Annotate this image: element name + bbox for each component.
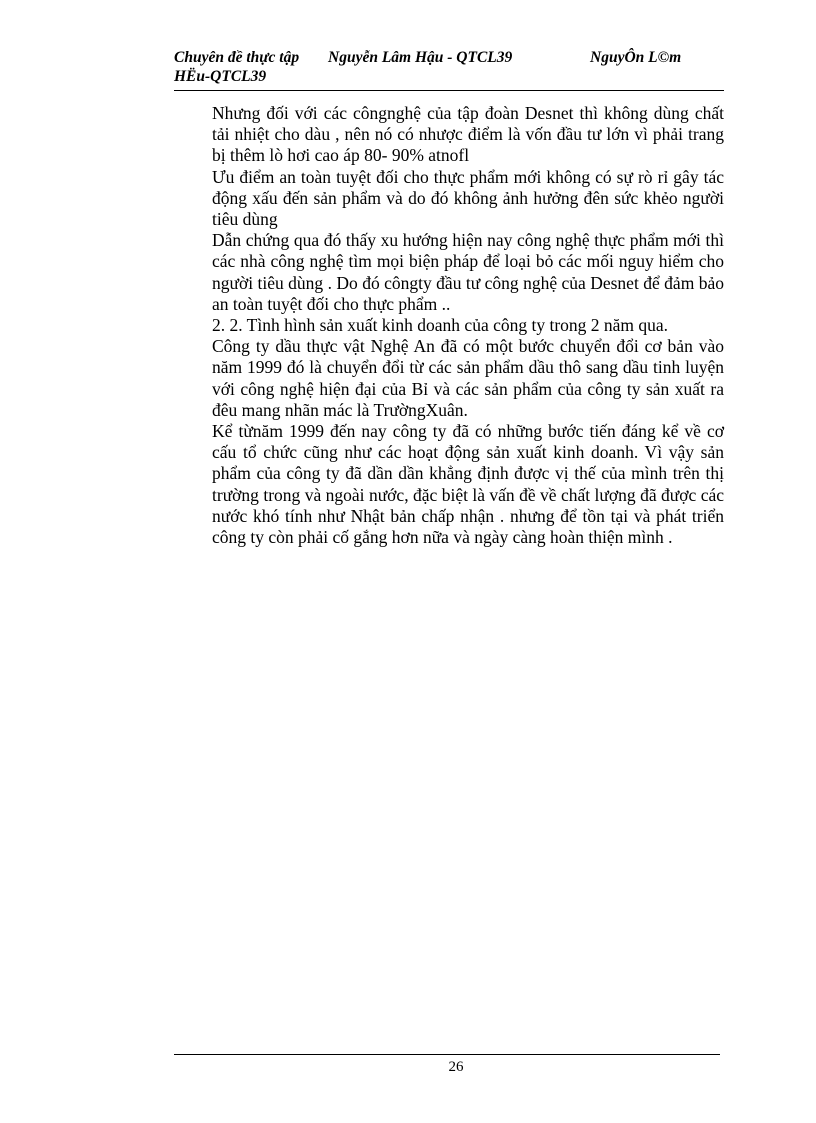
paragraph-desnet-technology: Nhưng đối với các côngnghệ của tập đoàn Desnet thì không dùng chất tải nhiệt cho dàu , nên nó có nhược điểm là vốn đầu tư lớn vì phải trang bị thêm lò hơi cao áp 80- 90% atnofl — [212, 103, 724, 166]
header-divider — [174, 90, 724, 91]
paragraph-evidence: Dẫn chứng qua đó thấy xu hướng hiện nay công nghệ thực phẩm mới thì các nhà công nghệ tìm mọi biện pháp để loại bỏ các mối nguy hiểm cho người tiêu dùng . Do đó côngty đầu tư công nghệ của Desnet để đảm bảo an toàn tuyệt đối cho thực phẩm .. — [212, 230, 724, 314]
header-author-legacy-font: NguyÔn L©m — [590, 49, 682, 66]
header-document-type: Chuyên đề thực tập — [174, 49, 300, 66]
footer-divider — [174, 1054, 720, 1055]
page-number: 26 — [448, 1059, 464, 1075]
page-header — [174, 48, 724, 86]
header-author-legacy-font-continued: HËu-QTCL39 — [174, 68, 267, 85]
section-heading: 2. 2. Tình hình sản xuất kinh doanh của công ty trong 2 năm qua. — [212, 315, 669, 336]
paragraph-company-progress: Kể từnăm 1999 đến nay công ty đã có những bước tiến đáng kể về cơ cấu tổ chức cũng như các hoạt động sản xuất kinh doanh. Vì vậy sản phẩm của công ty đã dần dần khẳng định được vị thế của mình trên thị trường trong và ngoài nước, đặc biệt là vấn đề về chất lượng đã được các nước khó tính như Nhật bản chấp nhận . nhưng để tồn tại và phát triển công ty còn phải cố gắng hơn nữa và ngày càng hoàn thiện mình . — [212, 421, 724, 548]
page-body — [212, 103, 724, 548]
paragraph-advantages: Ưu điểm an toàn tuyệt đối cho thực phẩm mới không có sự rò rỉ gây tác động xấu đến sản phẩm và do đó không ảnh hưởng đên sức khẻo người tiêu dùng — [212, 166, 724, 230]
paragraph-company-transition: Công ty dầu thực vật Nghệ An đã có một bước chuyển đổi cơ bản vào năm 1999 đó là chuyển đổi từ các sản phẩm dầu thô sang dầu tinh luyện với công nghệ hiện đại của Bỉ và các sản phẩm của công ty sản xuất ra đêu mang nhãn mác là TrườngXuân. — [212, 336, 724, 420]
header-author: Nguyễn Lâm Hậu - QTCL39 — [328, 49, 513, 66]
